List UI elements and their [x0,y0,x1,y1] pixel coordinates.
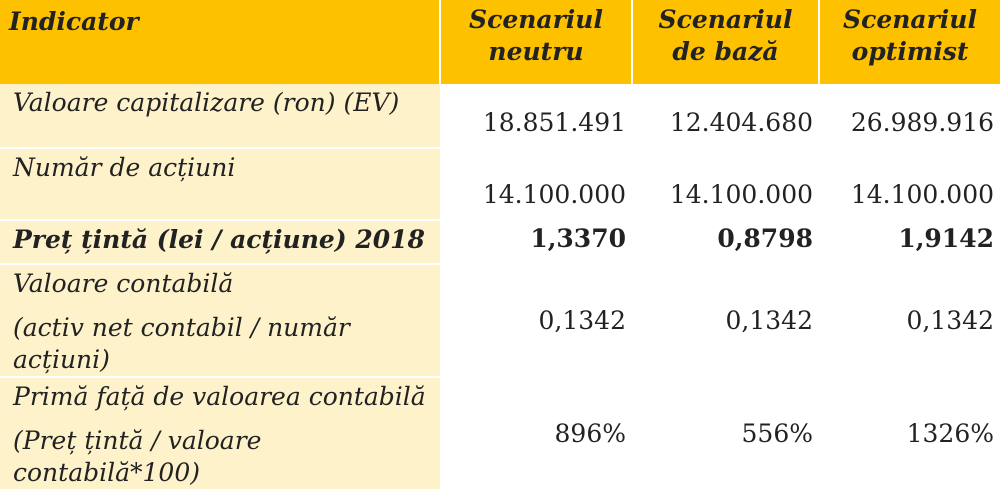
value-optimist: 14.100.000 [819,148,1000,220]
value-neutru: 1,3370 [440,220,632,264]
value-neutru: 896% [554,418,626,448]
row-label: Valoare contabilă (activ net contabil / număr acțiuni) [0,264,440,377]
row-label: Număr de acțiuni [0,148,440,220]
table-header-row [0,0,1000,84]
value-baza: 0,8798 [632,220,819,264]
row-label: Valoare capitalizare (ron) (EV) [0,84,440,148]
row-label: Preț țintă (lei / acțiune) 2018 [0,220,440,264]
value-baza: 14.100.000 [632,148,819,220]
value-optimist: 0,1342 [819,264,1000,377]
value-baza: 556% [741,418,813,448]
value-baza: 12.404.680 [632,84,819,148]
table-row [0,84,1000,148]
header-indicator: Indicator [9,7,139,36]
table-row [0,220,1000,264]
header-scenariul-optimist: Scenariul optimist [819,0,1000,84]
header-scenariul-neutru: Scenariul neutru [440,0,632,84]
table-row [0,264,1000,377]
value-neutru: 0,1342 [440,264,632,377]
table-row [0,377,1000,489]
value-baza: 0,1342 [632,264,819,377]
value-optimist: 1,9142 [819,220,1000,264]
value-optimist: 26.989.916 [819,84,1000,148]
table-row [0,148,1000,220]
value-neutru: 14.100.000 [440,148,632,220]
value-neutru: 18.851.491 [440,84,632,148]
row-label: Primă față de valoarea contabilă (Preț țintă / valoare contabilă*100) [0,377,440,489]
header-scenariul-de-baza: Scenariul de bază [632,0,819,84]
value-optimist: 1326% [906,418,994,448]
